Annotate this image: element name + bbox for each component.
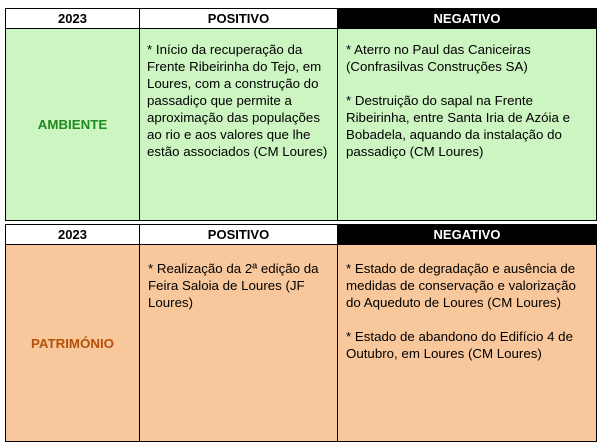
negative-item: * Estado de degradação e ausência de medidas de conservação e valorização do Aqueduto de Loures (CM Loures) — [346, 261, 576, 310]
negative-item: * Estado de abandono do Edifício 4 de Outubro, em Loures (CM Loures) — [346, 329, 573, 361]
positive-item: * Início da recuperação da Frente Ribeirinha do Tejo, em Loures, com a construção do passadiço que permite a aproximação das populações ao rio e aos valores que lhe estão associados (CM Loures) — [147, 42, 328, 159]
year-header: 2023 — [6, 9, 140, 29]
body-row — [6, 29, 597, 221]
body-row — [6, 245, 597, 442]
positive-cell — [140, 29, 338, 221]
negative-cell — [338, 29, 597, 221]
positive-header: POSITIVO — [140, 225, 338, 245]
negative-item: * Destruição do sapal na Frente Ribeirinha, entre Santa Iria de Azóia e Bobadela, aquando da instalação do passadiço (CM Loures) — [346, 93, 570, 159]
negative-item: * Aterro no Paul das Caniceiras (Confrasilvas Construções SA) — [346, 42, 531, 74]
category-label: PATRIMÓNIO — [6, 245, 140, 442]
positive-header: POSITIVO — [140, 9, 338, 29]
table-ambiente — [5, 8, 597, 221]
header-row — [6, 225, 597, 245]
negative-header: NEGATIVO — [338, 9, 597, 29]
positive-item: * Realização da 2ª edição da Feira Saloia de Loures (JF Loures) — [148, 261, 319, 310]
header-row — [6, 9, 597, 29]
negative-header: NEGATIVO — [338, 225, 597, 245]
table-patrimonio — [5, 224, 597, 442]
category-label: AMBIENTE — [6, 29, 140, 221]
negative-cell — [338, 245, 597, 442]
year-header: 2023 — [6, 225, 140, 245]
positive-cell — [140, 245, 338, 442]
